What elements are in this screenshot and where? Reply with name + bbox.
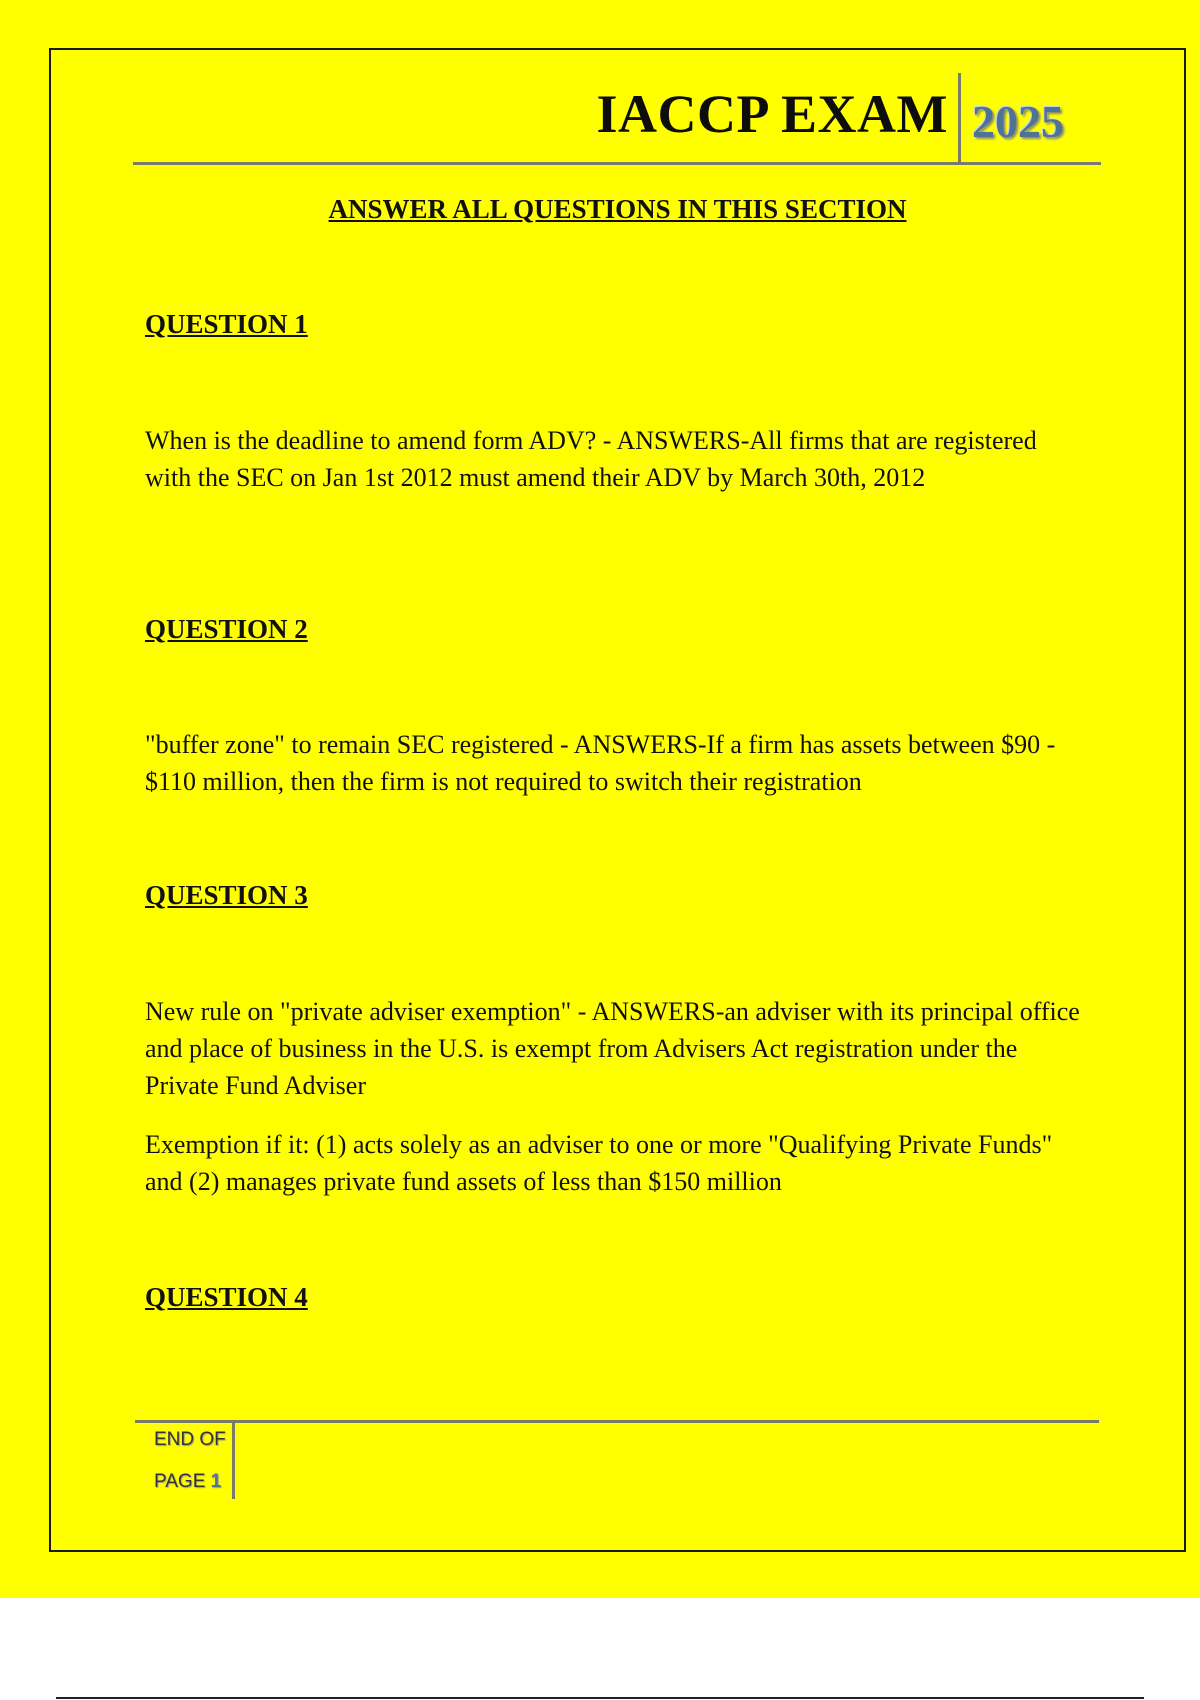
footer-end-of: END OF (154, 1429, 226, 1450)
footer-page-number: 1 (210, 1471, 222, 1492)
section-instruction: ANSWER ALL QUESTIONS IN THIS SECTION (328, 194, 907, 224)
bottom-rule (56, 1697, 1144, 1699)
exam-year: 2025 (972, 96, 1064, 147)
header-divider (958, 73, 961, 163)
header-rule (133, 162, 1101, 165)
footer-divider (232, 1423, 235, 1499)
question-3-text: New rule on "private adviser exemption" - ANSWERS-an adviser with its principal office and place of business in the U.S. is exempt from Advisers Act registration under the Private Fund Adviser (145, 997, 1080, 1100)
question-3-text-continued: Exemption if it: (1) acts solely as an adviser to one or more "Qualifying Private Funds" and (2) manages private fund assets of less than $150 million (145, 1130, 1053, 1196)
question-1-text: When is the deadline to amend form ADV? - ANSWERS-All firms that are registered with the SEC on Jan 1st 2012 must amend their ADV by March 30th, 2012 (145, 426, 1037, 492)
question-2-text: "buffer zone" to remain SEC registered - ANSWERS-If a firm has assets between $90 - $110 million, then the firm is not required to switch their registration (145, 730, 1056, 796)
footer-rule (135, 1420, 1099, 1423)
question-2-heading: QUESTION 2 (145, 614, 308, 644)
question-3-heading: QUESTION 3 (145, 880, 308, 910)
page-border (49, 48, 1186, 1552)
footer-page-word: PAGE (154, 1471, 206, 1492)
question-1-heading: QUESTION 1 (145, 309, 308, 339)
footer-page-label (154, 1470, 221, 1494)
exam-title: IACCP EXAM (596, 84, 948, 144)
question-4-heading: QUESTION 4 (145, 1282, 308, 1312)
